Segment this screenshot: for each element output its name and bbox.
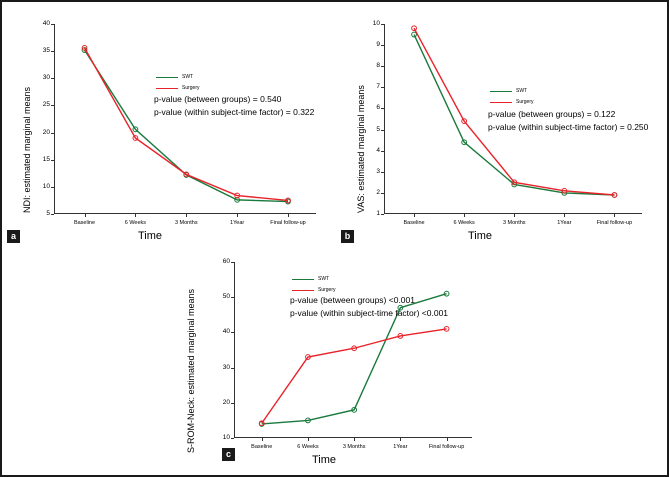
y-tick-mark — [381, 214, 384, 215]
pvalue-within-c: p-value (within subject-time factor) <0.001 — [290, 308, 449, 318]
pvalue-within-a: p-value (within subject-time factor) = 0.322 — [154, 107, 315, 117]
y-axis-label-a: NDI: estimated marginal means — [22, 86, 32, 213]
y-tick-label: 8 — [376, 62, 380, 70]
x-tick-mark — [400, 438, 401, 441]
y-tick-mark — [381, 172, 384, 173]
x-tick-label: Baseline — [403, 220, 425, 226]
y-tick-mark — [51, 133, 54, 134]
y-tick-mark — [51, 214, 54, 215]
legend-swatch-surgery — [292, 290, 314, 291]
y-tick-mark — [381, 193, 384, 194]
x-tick-label: 6 Weeks — [297, 444, 319, 450]
y-tick-mark — [381, 45, 384, 46]
x-tick-mark — [85, 214, 86, 217]
pvalue-between-c: p-value (between groups) <0.001 — [290, 295, 415, 305]
y-tick-label: 40 — [42, 20, 50, 27]
panel-letter-b: b — [341, 230, 354, 243]
y-tick-mark — [381, 151, 384, 152]
series-lines-a — [8, 8, 338, 246]
chart-panel-a — [8, 8, 338, 246]
legend-swatch-surgery — [156, 88, 178, 89]
series-line-swt — [85, 50, 288, 201]
x-tick-label: Baseline — [251, 444, 273, 450]
legend-label-swt: SWT — [182, 74, 194, 80]
x-tick-mark — [237, 214, 238, 217]
y-tick-label: 10 — [372, 20, 380, 27]
x-tick-mark — [135, 214, 136, 217]
y-tick-mark — [231, 368, 234, 369]
y-tick-label: 30 — [222, 363, 230, 371]
legend-swatch-swt — [292, 279, 314, 280]
panel-letter-c: c — [222, 448, 235, 461]
legend-swatch-swt — [490, 91, 512, 92]
x-tick-label: 6 Weeks — [124, 220, 147, 226]
panel-letter-a: a — [7, 230, 20, 243]
x-tick-mark — [514, 214, 515, 217]
x-tick-mark — [414, 214, 415, 217]
legend-label-swt: SWT — [516, 88, 528, 94]
y-tick-label: 4 — [376, 146, 380, 154]
x-tick-mark — [614, 214, 615, 217]
legend-label-surgery: Surgery — [182, 85, 200, 91]
legend-swatch-surgery — [490, 102, 512, 103]
legend-label-surgery: Surgery — [516, 99, 534, 105]
y-tick-mark — [381, 66, 384, 67]
y-tick-mark — [231, 297, 234, 298]
y-tick-mark — [231, 262, 234, 263]
x-tick-label: 1Year — [557, 220, 572, 226]
y-tick-label: 35 — [42, 47, 50, 55]
x-tick-mark — [288, 214, 289, 217]
y-tick-label: 20 — [222, 398, 230, 406]
y-tick-mark — [381, 130, 384, 131]
y-axis-label-b: VAS: estimated marginal means — [356, 85, 366, 213]
x-tick-label: Final follow-up — [428, 444, 465, 450]
y-tick-label: 7 — [376, 83, 380, 91]
y-tick-mark — [51, 187, 54, 188]
x-tick-label: 1Year — [230, 220, 245, 226]
y-tick-mark — [51, 51, 54, 52]
x-tick-label: 3 Months — [502, 220, 526, 226]
x-axis-label-c: Time — [312, 454, 337, 466]
y-tick-label: 2 — [376, 188, 380, 196]
y-tick-label: 1 — [376, 210, 380, 217]
legend-swatch-swt — [156, 77, 178, 78]
pvalue-between-b: p-value (between groups) = 0.122 — [488, 109, 616, 119]
y-tick-mark — [381, 87, 384, 88]
x-tick-mark — [564, 214, 565, 217]
y-tick-mark — [51, 78, 54, 79]
y-tick-mark — [231, 438, 234, 439]
y-tick-mark — [51, 24, 54, 25]
pvalue-within-b: p-value (within subject-time factor) = 0.250 — [488, 122, 649, 132]
x-tick-mark — [186, 214, 187, 217]
x-tick-label: Baseline — [73, 220, 96, 226]
y-tick-label: 50 — [222, 293, 230, 301]
y-tick-label: 9 — [376, 41, 380, 49]
y-tick-label: 25 — [42, 101, 50, 109]
x-tick-label: Final follow-up — [270, 220, 306, 226]
chart-panel-c — [172, 248, 502, 472]
pvalue-between-a: p-value (between groups) = 0.540 — [154, 94, 282, 104]
legend-label-swt: SWT — [318, 276, 330, 282]
x-tick-mark — [354, 438, 355, 441]
legend-label-surgery: Surgery — [318, 287, 336, 293]
y-tick-label: 5 — [376, 125, 380, 133]
y-tick-mark — [51, 160, 54, 161]
x-tick-label: 6 Weeks — [453, 220, 475, 226]
x-tick-mark — [464, 214, 465, 217]
y-tick-label: 60 — [222, 258, 230, 265]
chart-panel-b — [342, 8, 664, 246]
x-tick-label: 3 Months — [174, 220, 198, 226]
y-tick-mark — [231, 332, 234, 333]
y-tick-label: 20 — [42, 128, 50, 136]
y-tick-label: 30 — [42, 74, 50, 82]
x-tick-mark — [262, 438, 263, 441]
x-axis-label-a: Time — [138, 230, 163, 242]
x-axis-label-b: Time — [468, 230, 493, 242]
y-tick-mark — [381, 108, 384, 109]
y-tick-label: 15 — [42, 155, 50, 163]
y-axis-label-c: S-ROM-Neck: estimated marginal means — [186, 288, 196, 453]
y-tick-label: 10 — [42, 182, 50, 190]
x-tick-mark — [308, 438, 309, 441]
y-tick-label: 3 — [376, 167, 380, 175]
y-tick-mark — [51, 105, 54, 106]
x-tick-mark — [447, 438, 448, 441]
x-tick-label: Final follow-up — [596, 220, 633, 226]
y-tick-label: 6 — [376, 104, 380, 112]
x-tick-label: 1Year — [393, 444, 408, 450]
y-tick-label: 10 — [222, 434, 230, 441]
y-tick-label: 40 — [222, 328, 230, 336]
y-tick-mark — [231, 403, 234, 404]
y-tick-label: 5 — [46, 210, 50, 217]
x-tick-label: 3 Months — [342, 444, 366, 450]
y-tick-mark — [381, 24, 384, 25]
